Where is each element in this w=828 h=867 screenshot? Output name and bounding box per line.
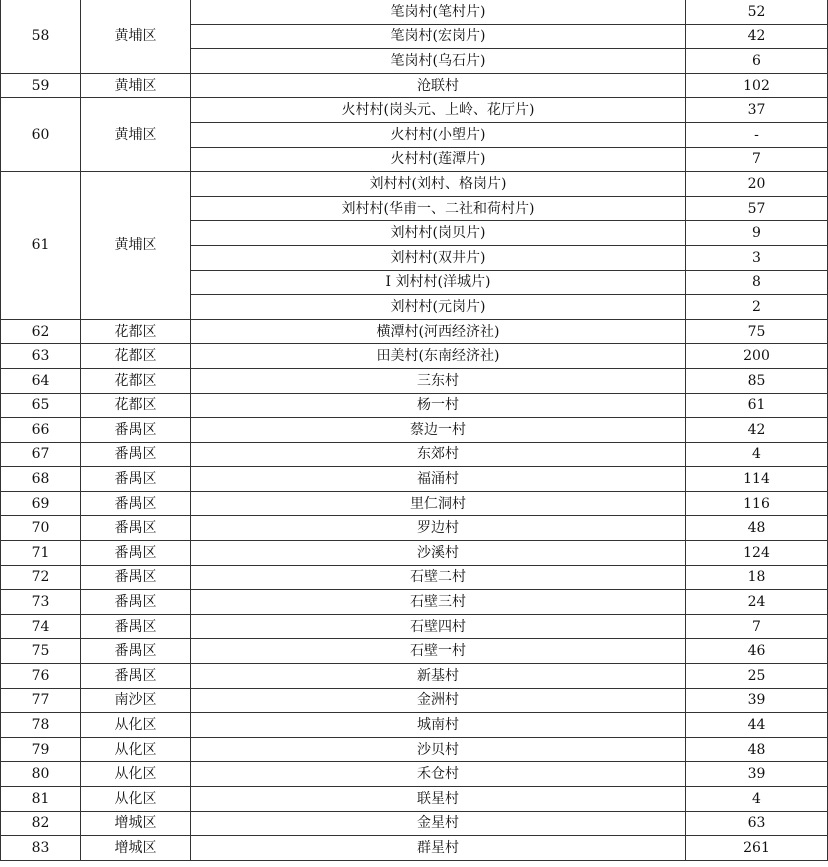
row-number-cell: 76 bbox=[1, 664, 81, 689]
table-row bbox=[1, 590, 828, 615]
district-cell: 从化区 bbox=[81, 737, 191, 762]
count-value-cell: 18 bbox=[686, 565, 828, 590]
row-number-cell: 62 bbox=[1, 319, 81, 344]
district-cell: 番禺区 bbox=[81, 418, 191, 443]
village-name-cell: 群星村 bbox=[191, 836, 686, 861]
row-number-cell: 59 bbox=[1, 73, 81, 98]
count-value-cell: 8 bbox=[686, 270, 828, 295]
row-number-cell: 74 bbox=[1, 614, 81, 639]
row-number-cell: 61 bbox=[1, 172, 81, 320]
row-number-cell: 65 bbox=[1, 393, 81, 418]
village-name-cell: 沙溪村 bbox=[191, 541, 686, 566]
count-value-cell: 48 bbox=[686, 516, 828, 541]
count-value-cell: 63 bbox=[686, 811, 828, 836]
row-number-cell: 79 bbox=[1, 737, 81, 762]
count-value-cell: - bbox=[686, 122, 828, 147]
district-cell: 黄埔区 bbox=[81, 0, 191, 73]
table-row bbox=[1, 614, 828, 639]
village-name-cell: 刘村村(双井片) bbox=[191, 245, 686, 270]
table-row bbox=[1, 541, 828, 566]
district-cell: 黄埔区 bbox=[81, 73, 191, 98]
village-name-cell: 城南村 bbox=[191, 713, 686, 738]
district-cell: 番禺区 bbox=[81, 639, 191, 664]
table-row bbox=[1, 639, 828, 664]
count-value-cell: 24 bbox=[686, 590, 828, 615]
village-name-cell: 田美村(东南经济社) bbox=[191, 344, 686, 369]
row-number-cell: 67 bbox=[1, 442, 81, 467]
count-value-cell: 2 bbox=[686, 295, 828, 320]
district-cell: 从化区 bbox=[81, 713, 191, 738]
district-cell: 花都区 bbox=[81, 393, 191, 418]
village-name-cell: 火村村(小塱片) bbox=[191, 122, 686, 147]
village-name-cell: 联星村 bbox=[191, 787, 686, 812]
count-value-cell: 37 bbox=[686, 98, 828, 123]
count-value-cell: 124 bbox=[686, 541, 828, 566]
table-row bbox=[1, 836, 828, 861]
table-row bbox=[1, 73, 828, 98]
table-row bbox=[1, 0, 828, 24]
village-name-cell: 新基村 bbox=[191, 664, 686, 689]
count-value-cell: 57 bbox=[686, 196, 828, 221]
village-name-cell: 刘村村(刘村、格岗片) bbox=[191, 172, 686, 197]
district-cell: 黄埔区 bbox=[81, 98, 191, 172]
count-value-cell: 48 bbox=[686, 737, 828, 762]
count-value-cell: 61 bbox=[686, 393, 828, 418]
count-value-cell: 7 bbox=[686, 614, 828, 639]
table-row bbox=[1, 688, 828, 713]
row-number-cell: 80 bbox=[1, 762, 81, 787]
count-value-cell: 42 bbox=[686, 418, 828, 443]
row-number-cell: 58 bbox=[1, 0, 81, 73]
table-row bbox=[1, 172, 828, 197]
table-row bbox=[1, 442, 828, 467]
count-value-cell: 6 bbox=[686, 49, 828, 74]
district-cell: 番禺区 bbox=[81, 664, 191, 689]
district-cell: 番禺区 bbox=[81, 516, 191, 541]
table-row bbox=[1, 467, 828, 492]
count-value-cell: 52 bbox=[686, 0, 828, 24]
row-number-cell: 72 bbox=[1, 565, 81, 590]
district-cell: 番禺区 bbox=[81, 467, 191, 492]
village-name-cell: 沙贝村 bbox=[191, 737, 686, 762]
row-number-cell: 64 bbox=[1, 368, 81, 393]
row-number-cell: 66 bbox=[1, 418, 81, 443]
village-name-cell: 金星村 bbox=[191, 811, 686, 836]
village-name-cell: 火村村(莲潭片) bbox=[191, 147, 686, 172]
district-cell: 增城区 bbox=[81, 836, 191, 861]
district-cell: 增城区 bbox=[81, 811, 191, 836]
table-row bbox=[1, 664, 828, 689]
district-cell: 番禺区 bbox=[81, 565, 191, 590]
row-number-cell: 70 bbox=[1, 516, 81, 541]
count-value-cell: 261 bbox=[686, 836, 828, 861]
count-value-cell: 3 bbox=[686, 245, 828, 270]
village-name-cell: 石壁四村 bbox=[191, 614, 686, 639]
village-name-cell: 金洲村 bbox=[191, 688, 686, 713]
district-cell: 从化区 bbox=[81, 762, 191, 787]
row-number-cell: 75 bbox=[1, 639, 81, 664]
district-cell: 番禺区 bbox=[81, 614, 191, 639]
row-number-cell: 69 bbox=[1, 491, 81, 516]
village-name-cell: 杨一村 bbox=[191, 393, 686, 418]
village-name-cell: 沧联村 bbox=[191, 73, 686, 98]
count-value-cell: 44 bbox=[686, 713, 828, 738]
village-name-cell: 里仁洞村 bbox=[191, 491, 686, 516]
district-cell: 从化区 bbox=[81, 787, 191, 812]
village-name-cell: 福涌村 bbox=[191, 467, 686, 492]
village-name-cell: 横潭村(河西经济社) bbox=[191, 319, 686, 344]
row-number-cell: 73 bbox=[1, 590, 81, 615]
row-number-cell: 77 bbox=[1, 688, 81, 713]
village-name-cell: 笔岗村(乌石片) bbox=[191, 49, 686, 74]
row-number-cell: 71 bbox=[1, 541, 81, 566]
village-name-cell: I 刘村村(洋城片) bbox=[191, 270, 686, 295]
village-name-cell: 火村村(岗头元、上岭、花厅片) bbox=[191, 98, 686, 123]
table-row bbox=[1, 344, 828, 369]
table-row bbox=[1, 713, 828, 738]
village-name-cell: 刘村村(元岗片) bbox=[191, 295, 686, 320]
count-value-cell: 4 bbox=[686, 787, 828, 812]
table-row bbox=[1, 762, 828, 787]
count-value-cell: 4 bbox=[686, 442, 828, 467]
village-name-cell: 刘村村(岗贝片) bbox=[191, 221, 686, 246]
table-row bbox=[1, 418, 828, 443]
count-value-cell: 39 bbox=[686, 688, 828, 713]
count-value-cell: 114 bbox=[686, 467, 828, 492]
count-value-cell: 7 bbox=[686, 147, 828, 172]
district-cell: 南沙区 bbox=[81, 688, 191, 713]
table-row bbox=[1, 98, 828, 123]
count-value-cell: 9 bbox=[686, 221, 828, 246]
district-cell: 花都区 bbox=[81, 368, 191, 393]
row-number-cell: 60 bbox=[1, 98, 81, 172]
village-name-cell: 罗边村 bbox=[191, 516, 686, 541]
district-cell: 花都区 bbox=[81, 344, 191, 369]
count-value-cell: 102 bbox=[686, 73, 828, 98]
village-name-cell: 石壁二村 bbox=[191, 565, 686, 590]
count-value-cell: 85 bbox=[686, 368, 828, 393]
count-value-cell: 20 bbox=[686, 172, 828, 197]
village-name-cell: 东郊村 bbox=[191, 442, 686, 467]
village-name-cell: 禾仓村 bbox=[191, 762, 686, 787]
district-cell: 番禺区 bbox=[81, 442, 191, 467]
count-value-cell: 116 bbox=[686, 491, 828, 516]
count-value-cell: 25 bbox=[686, 664, 828, 689]
row-number-cell: 78 bbox=[1, 713, 81, 738]
count-value-cell: 75 bbox=[686, 319, 828, 344]
district-cell: 花都区 bbox=[81, 319, 191, 344]
table-row bbox=[1, 319, 828, 344]
table-row bbox=[1, 787, 828, 812]
table-row bbox=[1, 737, 828, 762]
district-cell: 番禺区 bbox=[81, 491, 191, 516]
count-value-cell: 39 bbox=[686, 762, 828, 787]
village-name-cell: 笔岗村(笔村片) bbox=[191, 0, 686, 24]
count-value-cell: 42 bbox=[686, 24, 828, 49]
table-row bbox=[1, 811, 828, 836]
district-cell: 番禺区 bbox=[81, 541, 191, 566]
table-body bbox=[1, 0, 828, 860]
row-number-cell: 83 bbox=[1, 836, 81, 861]
count-value-cell: 200 bbox=[686, 344, 828, 369]
table-row bbox=[1, 491, 828, 516]
row-number-cell: 82 bbox=[1, 811, 81, 836]
village-name-cell: 三东村 bbox=[191, 368, 686, 393]
table-row bbox=[1, 516, 828, 541]
table-row bbox=[1, 393, 828, 418]
village-name-cell: 石壁一村 bbox=[191, 639, 686, 664]
table-row bbox=[1, 368, 828, 393]
village-name-cell: 笔岗村(宏岗片) bbox=[191, 24, 686, 49]
village-name-cell: 石壁三村 bbox=[191, 590, 686, 615]
row-number-cell: 68 bbox=[1, 467, 81, 492]
table-row bbox=[1, 565, 828, 590]
district-cell: 番禺区 bbox=[81, 590, 191, 615]
row-number-cell: 81 bbox=[1, 787, 81, 812]
village-name-cell: 刘村村(华甫一、二社和荷村片) bbox=[191, 196, 686, 221]
district-cell: 黄埔区 bbox=[81, 172, 191, 320]
count-value-cell: 46 bbox=[686, 639, 828, 664]
row-number-cell: 63 bbox=[1, 344, 81, 369]
village-name-cell: 蔡边一村 bbox=[191, 418, 686, 443]
